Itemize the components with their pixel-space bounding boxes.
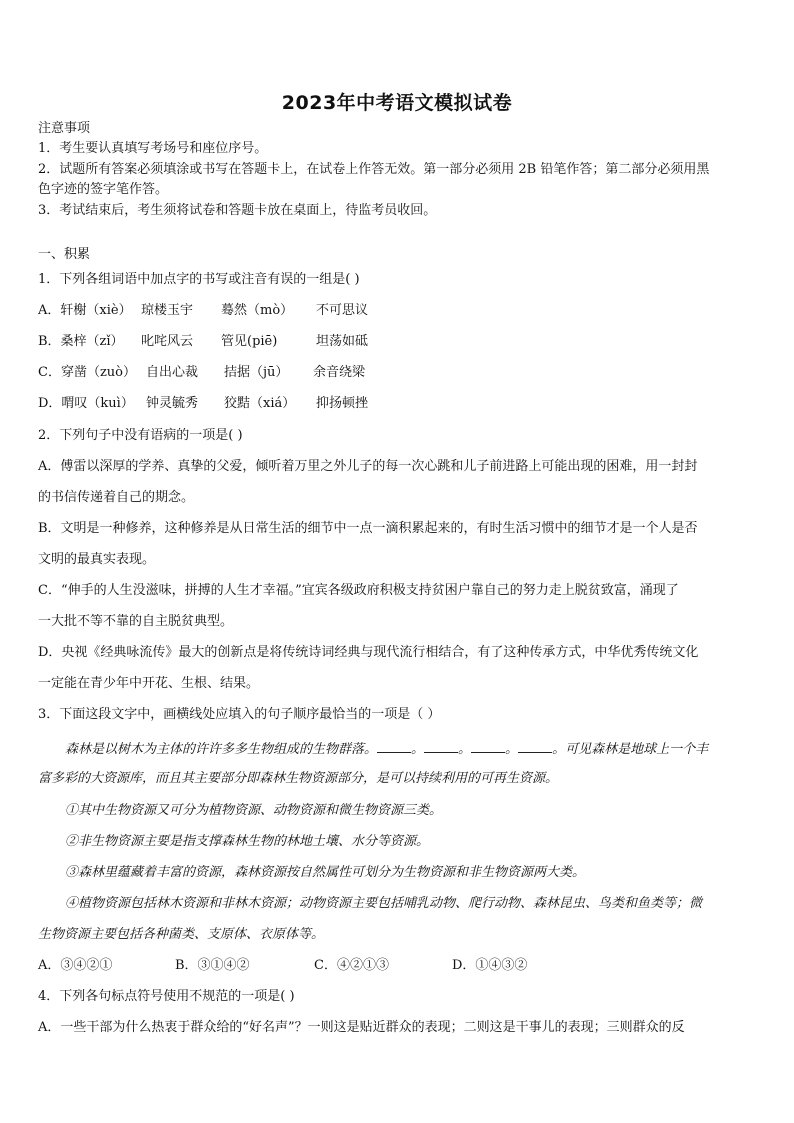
q1-option-c-word1: C．穿凿（zuò） <box>38 365 136 380</box>
notice-line: 色字迹的签字笔作答。 <box>38 182 169 197</box>
q1-option-a-word2: 琼楼玉宇 <box>141 303 194 318</box>
q3-item: ④植物资源包括林木资源和非林木资源；动物资源主要包括哺乳动物、爬行动物、森林昆虫、鸟类和鱼类等；微 <box>65 896 703 911</box>
question-2-stem: 2．下列句子中没有语病的一项是( ) <box>38 428 243 443</box>
fill-blank <box>518 740 552 753</box>
q1-option-c-word3: 拮据（jū） <box>224 365 289 380</box>
q1-option-a-word4: 不可思议 <box>316 303 369 318</box>
q3-item: 生物资源主要包括各种菌类、支原体、衣原体等。 <box>38 927 325 942</box>
q1-option-d-word4: 抑扬顿挫 <box>316 396 369 411</box>
q2-line: 的书信传递着自己的期念。 <box>38 490 195 505</box>
q1-option-d-word3: 狡黠（xiá） <box>224 396 296 411</box>
q1-option-b-word4: 坦荡如砥 <box>316 334 369 349</box>
q1-option-b-word2: 叱咤风云 <box>141 334 194 349</box>
notice-heading: 注意事项 <box>38 121 91 136</box>
fill-blank <box>424 740 458 753</box>
q4-option-a: A．一些干部为什么热衷于群众给的“好名声”？一则这是贴近群众的表现；二则这是干事儿的表现；三则群众的反 <box>38 1020 685 1035</box>
section-heading: 一、积累 <box>38 247 91 262</box>
page-title: 2023年中考语文模拟试卷 <box>281 92 513 114</box>
q3-item: ②非生物资源主要是指支撑森林生物的林地土壤、水分等资源。 <box>65 834 430 849</box>
q3-option-b: B．③①④② <box>175 958 250 973</box>
q2-line: 一定能在青少年中开花、生根、结果。 <box>38 676 260 691</box>
notice-line: 2．试题所有答案必须填涂或书写在答题卡上，在试卷上作答无效。第一部分必须用 2B 铅笔作答；第二部分必须用黑 <box>38 162 710 177</box>
q3-paragraph-line1: 森林是以树木为主体的许许多多生物组成的生物群落。 。 。 。 。可见森林是地球上一个丰 <box>65 742 709 757</box>
q2-line: 一大批不等不靠的自主脱贫典型。 <box>38 614 234 629</box>
q3-paragraph-mid: 可见森林是地球上一个丰 <box>565 742 709 757</box>
q3-option-a: A．③④②① <box>38 958 113 973</box>
q3-option-c: C．④②①③ <box>314 958 389 973</box>
question-4-stem: 4．下列各句标点符号使用不规范的一项是( ) <box>38 989 295 1004</box>
notice-line: 3．考试结束后，考生须将试卷和答题卡放在桌面上，待监考员收回。 <box>38 203 437 218</box>
q2-line: A．傅雷以深厚的学养、真挚的父爱，倾听着万里之外儿子的每一次心跳和儿子前进路上可能出现的困难，用一封封 <box>38 459 698 474</box>
question-3-stem: 3．下面这段文字中，画横线处应填入的句子顺序最恰当的一项是（ ） <box>38 707 441 722</box>
q2-line: B．文明是一种修养，这种修养是从日常生活的细节中一点一滴积累起来的，有时生活习惯中的细节才是一个人是否 <box>38 521 698 536</box>
q1-option-a-word3: 蓦然（mò） <box>221 303 294 318</box>
question-1-stem: 1．下列各组词语中加点字的书写或注音有误的一组是( ) <box>38 272 360 287</box>
q2-line: D．央视《经典咏流传》最大的创新点是将传统诗词经典与现代流行相结合，有了这种传承方式，中华优秀传统文化 <box>38 645 699 660</box>
fill-blank <box>471 740 505 753</box>
q1-option-d-word1: D．喟叹（kuì） <box>38 396 134 411</box>
fill-blank <box>377 740 411 753</box>
q1-option-c-word4: 余音绕梁 <box>313 365 366 380</box>
q3-option-d: D．①④③② <box>452 958 528 973</box>
q2-line: C．“伸手的人生没滋味，拼搏的人生才幸福。”宜宾各级政府积极支持贫困户靠自己的努力走上脱贫致富，涌现了 <box>38 583 679 598</box>
q3-item: ①其中生物资源又可分为植物资源、动物资源和微生物资源三类。 <box>65 803 443 818</box>
q3-paragraph-start: 森林是以树木为主体的许许多多生物组成的生物群落。 <box>65 742 378 757</box>
q1-option-c-word2: 自出心裁 <box>146 365 199 380</box>
q1-option-a-word1: A．轩榭（xiè） <box>38 303 132 318</box>
q1-option-b-word3: 管见(piē) <box>221 334 278 349</box>
q3-paragraph-line2: 富多彩的大资源库，而且其主要部分即森林生物资源部分，是可以持续利用的可再生资源。 <box>38 771 559 786</box>
q3-item: ③森林里蕴藏着丰富的资源，森林资源按自然属性可划分为生物资源和非生物资源两大类。 <box>65 865 586 880</box>
q1-option-d-word2: 钟灵毓秀 <box>146 396 199 411</box>
q2-line: 文明的最真实表现。 <box>38 552 156 567</box>
q1-option-b-word1: B．桑梓（zǐ） <box>38 334 124 349</box>
notice-line: 1．考生要认真填写考场号和座位序号。 <box>38 141 268 156</box>
